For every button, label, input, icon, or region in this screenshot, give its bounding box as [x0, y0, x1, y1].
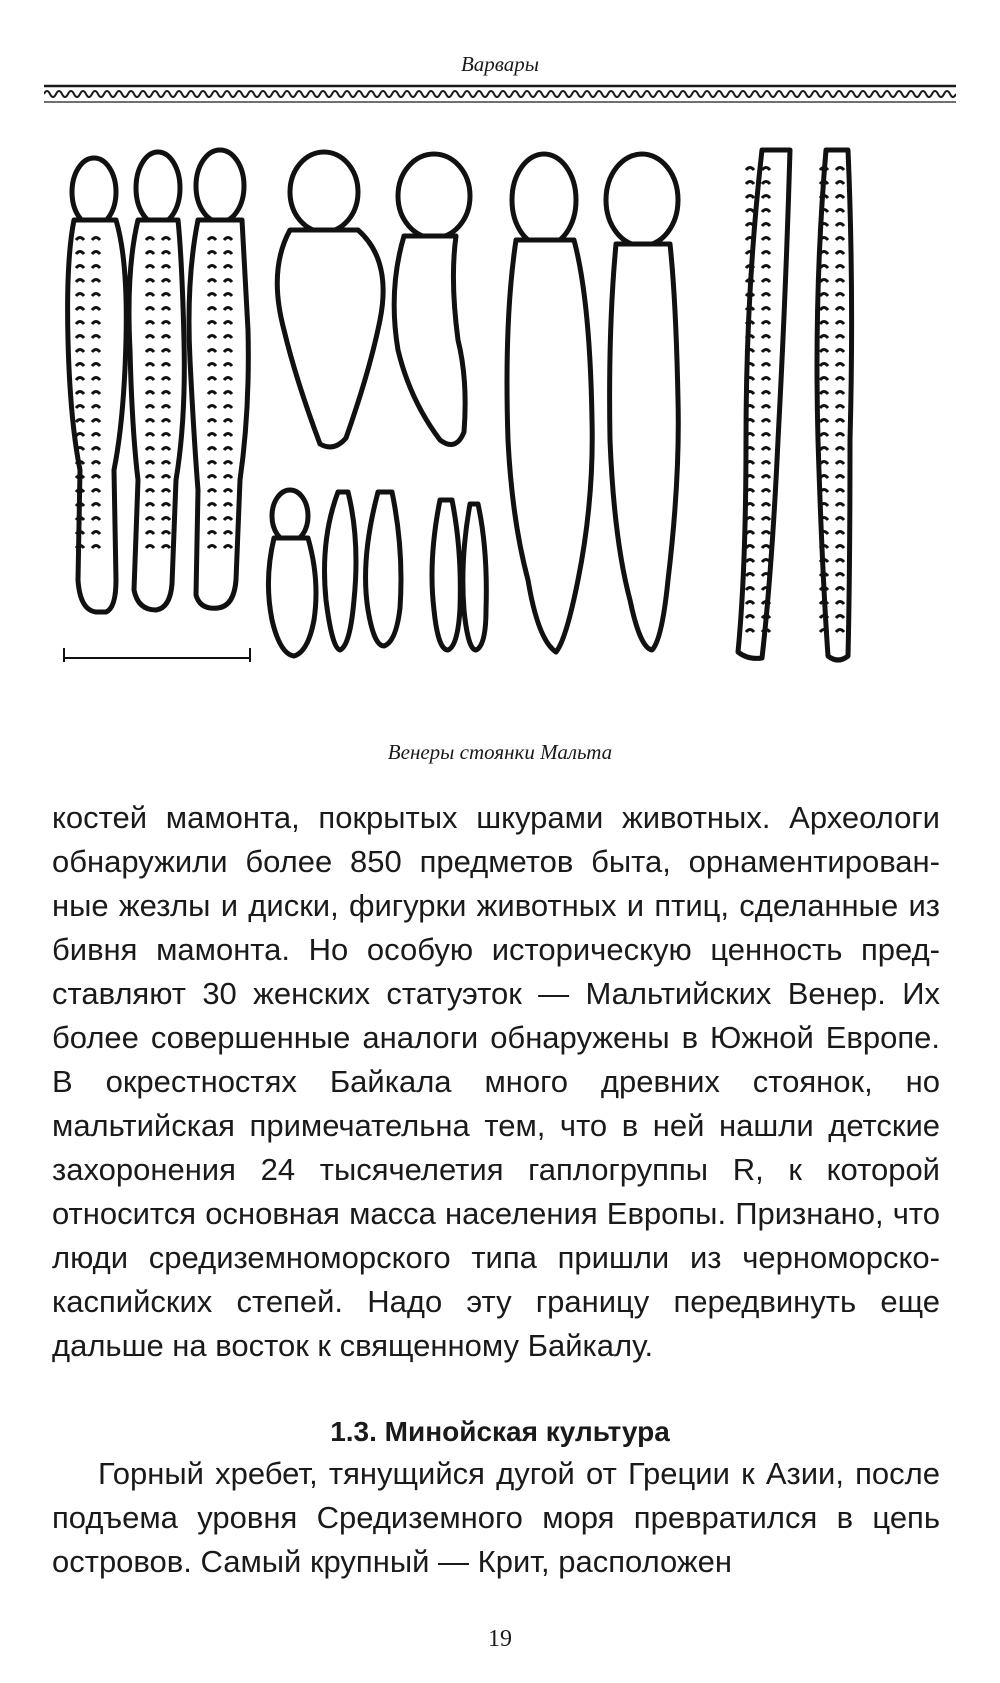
figurine-robed-1	[507, 154, 592, 652]
figurine-tall-1	[68, 158, 127, 612]
figurine-small-2	[325, 492, 357, 650]
figurine-tall-3	[189, 150, 248, 608]
section-heading: 1.3. Минойская культура	[330, 1416, 670, 1447]
page-number: 19	[488, 1626, 512, 1652]
figurine-bust-1	[277, 152, 383, 447]
figure-caption: Венеры стоянки Мальта	[387, 740, 613, 764]
figurine-robed-2	[606, 154, 678, 650]
scale-bar	[64, 648, 250, 662]
section-paragraph: Горный хребет, тянущийся дугой от Греции к Азии, после подъема уровня Средиземного моря превратился в цепь островов. Самый крупный — Крит, расположен	[52, 1456, 940, 1579]
figurine-rod-1	[738, 150, 790, 658]
body-paragraph: костей мамонта, покрытых шкурами животных. Археологи обнаружили более 850 предметов быта, орнаментированные жезлы и диски, фигурки животных и птиц, сделанные из бивня мамонта. Но особую историческую ценность представляют 30 женских статуэток — Мальтийских Венер. Их более совершенные аналоги обнаружены в Южной Европе. В окрестностях Байкала много древних стоянок, но мальтийская примечательна тем, что в ней нашли детские захоронения 24 тысячелетия гаплогруппы R, к которой относится основная масса населения Европы. Признано, что люди средиземноморского типа пришли из черноморско-каспийских степей. Надо эту границу передвинуть еще дальше на восток к священному Байкалу.	[52, 800, 940, 1363]
decorative-ornament-rule	[44, 82, 956, 106]
venus-figurines-illustration	[58, 140, 938, 740]
figurine-tall-2	[129, 152, 184, 610]
figurine-small-4	[432, 500, 486, 650]
figurine-small-3	[366, 492, 401, 646]
figurine-small-1	[268, 490, 316, 656]
figurine-bust-2	[394, 154, 470, 445]
running-title: Варвары	[460, 52, 540, 76]
